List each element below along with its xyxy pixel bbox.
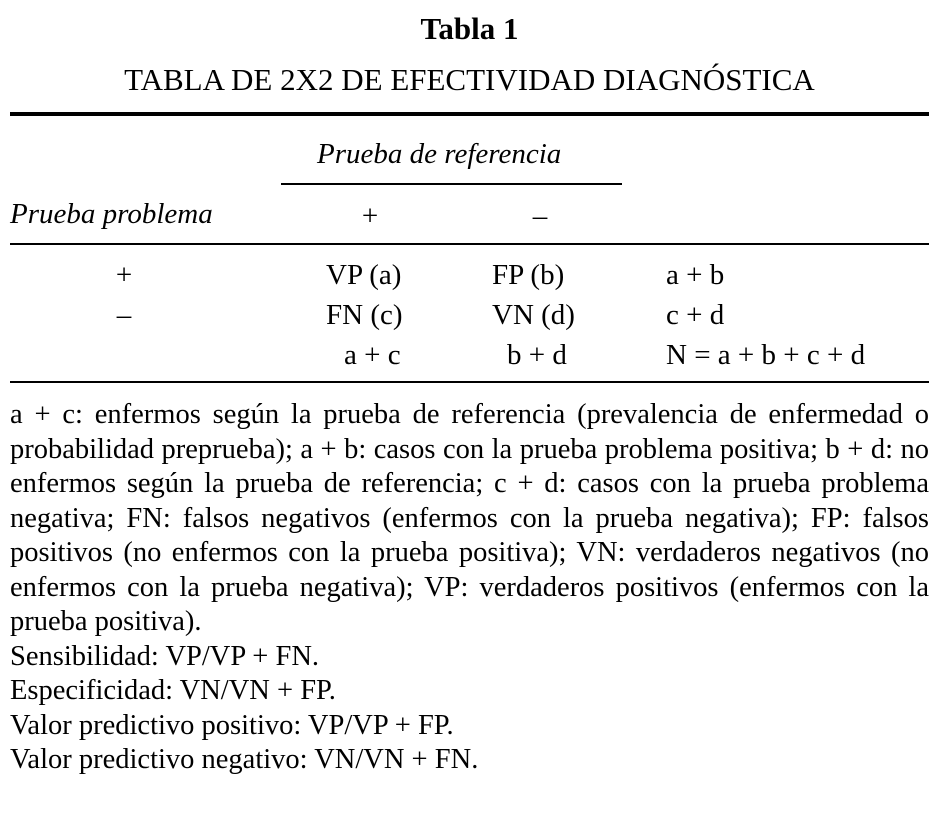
- cell-grand-total: N = a + b + c + d: [666, 339, 866, 371]
- top-rule: [10, 112, 929, 116]
- formula-npv: Valor predictivo negativo: VN/VN + FN.: [10, 744, 479, 775]
- formula-sensitivity: Sensibilidad: VP/VP + FN.: [10, 640, 320, 672]
- header-rule: [10, 243, 929, 245]
- row-label-positive: +: [115, 259, 133, 291]
- cell-fn: FN (c): [326, 299, 403, 331]
- formula-specificity: Especificidad: VN/VN + FP.: [10, 675, 336, 706]
- cell-total-reference-positive: a + c: [344, 339, 401, 371]
- bottom-rule: [10, 381, 929, 383]
- table-subtitle: TABLA DE 2X2 DE EFECTIVIDAD DIAGNÓSTICA: [124, 62, 815, 97]
- ref-negative-header: –: [532, 200, 548, 232]
- ref-positive-header: +: [361, 200, 379, 232]
- abbreviation-definitions: a + c: enfermos según la prueba de referencia (prevalencia de enfermedad o probabilidad preprueba); a + b: casos con la prueba problema positiva; b + d: no enfermos según la prueba de referencia; c + d: casos con la prueba problema negativa; FN: falsos negativos (enfermos con la prueba negativa); FP: falsos positivos (no enfermos con la prueba positiva); VN: verdaderos negativos (no enfermos con la prueba negativa); VP: verdaderos positivos (enfermos con la prueba positiva).: [10, 399, 929, 637]
- row-label-negative: –: [116, 299, 132, 331]
- table-notes: [10, 398, 929, 778]
- reference-test-rule: [281, 183, 622, 185]
- cell-total-positive: a + b: [666, 259, 725, 291]
- reference-test-header: Prueba de referencia: [317, 138, 562, 170]
- cell-total-reference-negative: b + d: [507, 339, 567, 371]
- cell-vn: VN (d): [492, 299, 575, 331]
- formula-ppv: Valor predictivo positivo: VP/VP + FP.: [10, 709, 454, 741]
- cell-total-negative: c + d: [666, 299, 725, 331]
- problem-test-header: Prueba problema: [10, 198, 213, 230]
- cell-fp: FP (b): [492, 259, 565, 291]
- table-title: Tabla 1: [420, 11, 519, 46]
- cell-vp: VP (a): [326, 259, 402, 291]
